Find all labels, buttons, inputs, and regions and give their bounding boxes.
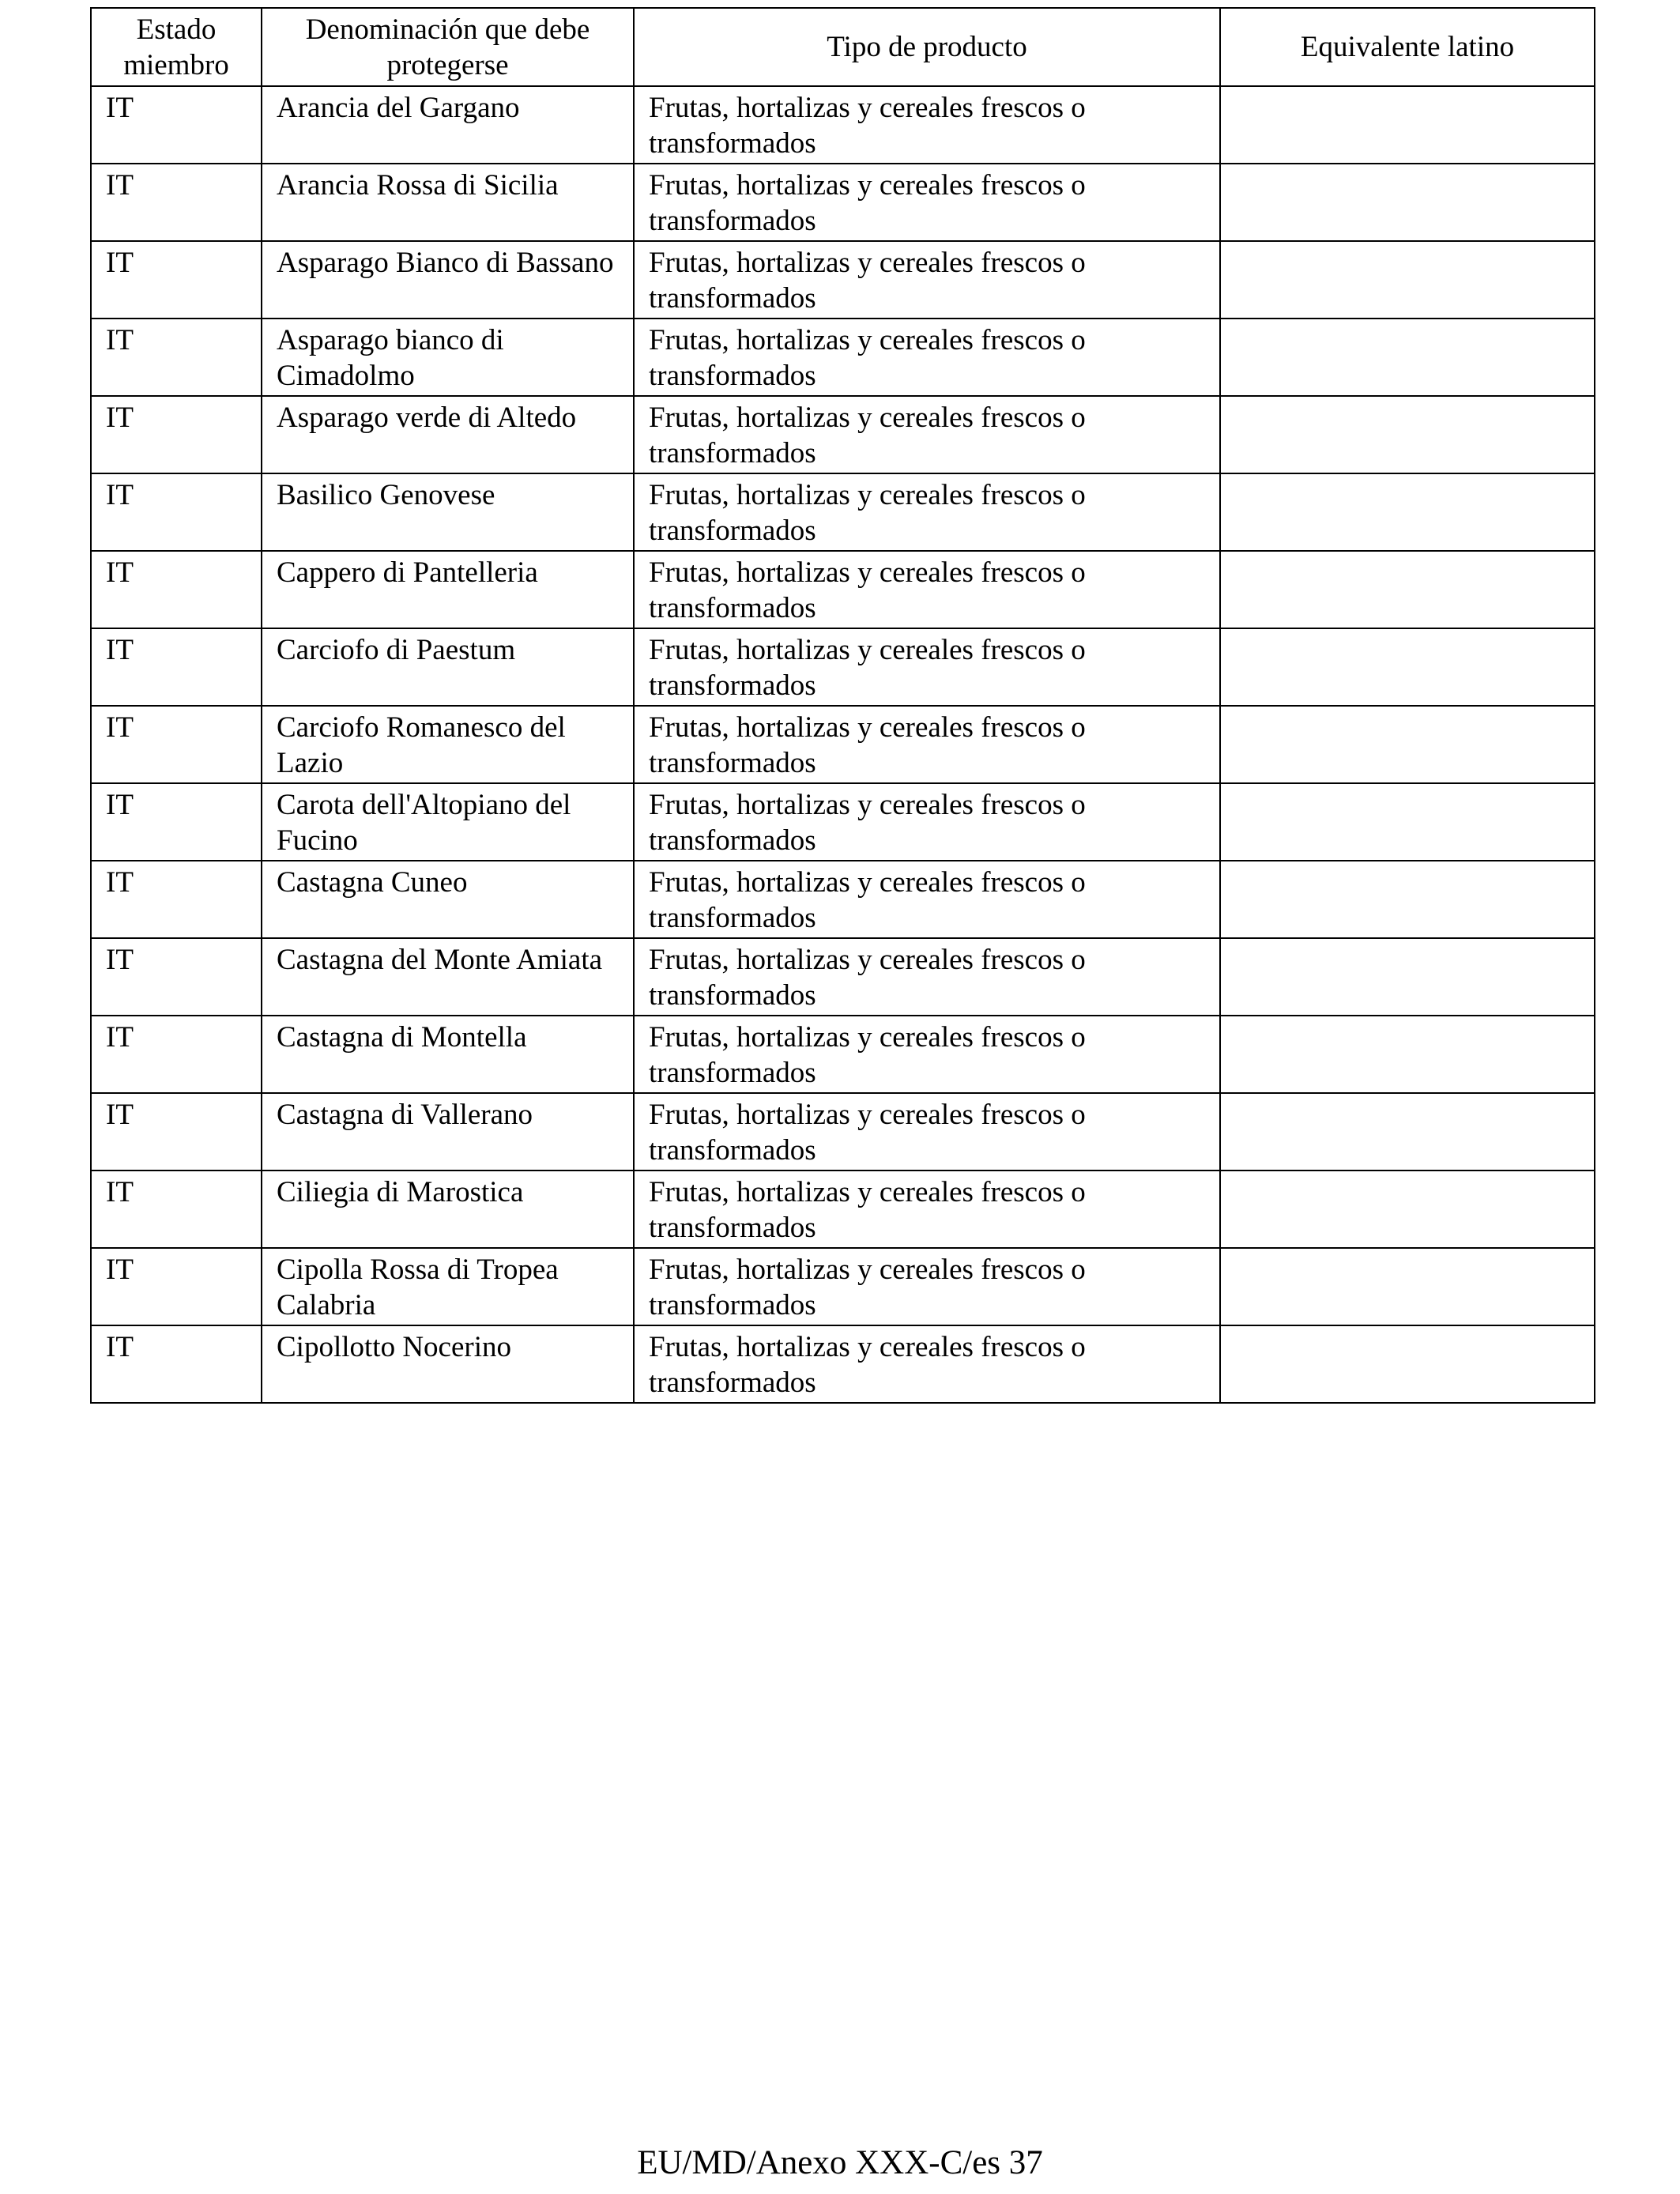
cell-latin-equivalent [1220, 1325, 1595, 1403]
cell-member-state: IT [91, 86, 262, 164]
cell-product-type: Frutas, hortalizas y cereales frescos o transformados [634, 783, 1220, 861]
cell-member-state: IT [91, 783, 262, 861]
cell-product-type: Frutas, hortalizas y cereales frescos o transformados [634, 1171, 1220, 1248]
table-row [91, 861, 1595, 938]
table-row [91, 628, 1595, 706]
cell-member-state: IT [91, 241, 262, 319]
table-row [91, 551, 1595, 628]
cell-member-state: IT [91, 473, 262, 551]
cell-product-type: Frutas, hortalizas y cereales frescos o transformados [634, 1016, 1220, 1093]
cell-latin-equivalent [1220, 319, 1595, 396]
header-latin-equivalent: Equivalente latino [1220, 8, 1595, 86]
table-body [91, 86, 1595, 1403]
table-row [91, 396, 1595, 473]
cell-latin-equivalent [1220, 706, 1595, 783]
table-header [91, 8, 1595, 86]
cell-member-state: IT [91, 396, 262, 473]
cell-protected-name: Castagna di Vallerano [262, 1093, 634, 1171]
cell-product-type: Frutas, hortalizas y cereales frescos o transformados [634, 86, 1220, 164]
table-row [91, 1248, 1595, 1325]
cell-member-state: IT [91, 706, 262, 783]
cell-latin-equivalent [1220, 164, 1595, 241]
page-footer: EU/MD/Anexo XXX-C/es 37 [637, 2144, 1043, 2181]
table-row [91, 86, 1595, 164]
cell-protected-name: Castagna Cuneo [262, 861, 634, 938]
gi-table [90, 7, 1595, 1404]
cell-product-type: Frutas, hortalizas y cereales frescos o transformados [634, 551, 1220, 628]
header-protected-name: Denominación que debe protegerse [262, 8, 634, 86]
cell-product-type: Frutas, hortalizas y cereales frescos o transformados [634, 1093, 1220, 1171]
cell-latin-equivalent [1220, 1016, 1595, 1093]
cell-protected-name: Carciofo di Paestum [262, 628, 634, 706]
cell-protected-name: Ciliegia di Marostica [262, 1171, 634, 1248]
table-row [91, 1325, 1595, 1403]
cell-latin-equivalent [1220, 861, 1595, 938]
cell-latin-equivalent [1220, 1171, 1595, 1248]
table-row [91, 938, 1595, 1016]
cell-latin-equivalent [1220, 1093, 1595, 1171]
table-row [91, 706, 1595, 783]
cell-member-state: IT [91, 164, 262, 241]
cell-protected-name: Basilico Genovese [262, 473, 634, 551]
cell-protected-name: Carciofo Romanesco del Lazio [262, 706, 634, 783]
cell-product-type: Frutas, hortalizas y cereales frescos o transformados [634, 628, 1220, 706]
table-row [91, 1093, 1595, 1171]
cell-member-state: IT [91, 1325, 262, 1403]
cell-protected-name: Asparago Bianco di Bassano [262, 241, 634, 319]
cell-member-state: IT [91, 1093, 262, 1171]
cell-product-type: Frutas, hortalizas y cereales frescos o transformados [634, 473, 1220, 551]
cell-latin-equivalent [1220, 86, 1595, 164]
table-row [91, 1171, 1595, 1248]
cell-member-state: IT [91, 1248, 262, 1325]
cell-latin-equivalent [1220, 1248, 1595, 1325]
cell-member-state: IT [91, 628, 262, 706]
cell-product-type: Frutas, hortalizas y cereales frescos o transformados [634, 241, 1220, 319]
cell-latin-equivalent [1220, 628, 1595, 706]
cell-latin-equivalent [1220, 241, 1595, 319]
cell-member-state: IT [91, 319, 262, 396]
cell-protected-name: Cipollotto Nocerino [262, 1325, 634, 1403]
cell-member-state: IT [91, 938, 262, 1016]
cell-product-type: Frutas, hortalizas y cereales frescos o transformados [634, 938, 1220, 1016]
table-row [91, 1016, 1595, 1093]
cell-product-type: Frutas, hortalizas y cereales frescos o transformados [634, 1248, 1220, 1325]
cell-product-type: Frutas, hortalizas y cereales frescos o transformados [634, 319, 1220, 396]
header-member-state: Estado miembro [91, 8, 262, 86]
cell-latin-equivalent [1220, 473, 1595, 551]
cell-member-state: IT [91, 1171, 262, 1248]
header-product-type: Tipo de producto [634, 8, 1220, 86]
cell-product-type: Frutas, hortalizas y cereales frescos o transformados [634, 706, 1220, 783]
cell-protected-name: Carota dell'Altopiano del Fucino [262, 783, 634, 861]
table-row [91, 473, 1595, 551]
cell-protected-name: Castagna del Monte Amiata [262, 938, 634, 1016]
cell-latin-equivalent [1220, 938, 1595, 1016]
cell-member-state: IT [91, 551, 262, 628]
cell-latin-equivalent [1220, 783, 1595, 861]
cell-product-type: Frutas, hortalizas y cereales frescos o transformados [634, 164, 1220, 241]
cell-member-state: IT [91, 1016, 262, 1093]
table-row [91, 783, 1595, 861]
cell-protected-name: Arancia del Gargano [262, 86, 634, 164]
cell-latin-equivalent [1220, 551, 1595, 628]
cell-protected-name: Cipolla Rossa di Tropea Calabria [262, 1248, 634, 1325]
cell-product-type: Frutas, hortalizas y cereales frescos o transformados [634, 396, 1220, 473]
header-row [91, 8, 1595, 86]
cell-protected-name: Asparago bianco di Cimadolmo [262, 319, 634, 396]
table-row [91, 241, 1595, 319]
table-row [91, 164, 1595, 241]
cell-product-type: Frutas, hortalizas y cereales frescos o transformados [634, 861, 1220, 938]
cell-protected-name: Cappero di Pantelleria [262, 551, 634, 628]
cell-protected-name: Arancia Rossa di Sicilia [262, 164, 634, 241]
cell-protected-name: Castagna di Montella [262, 1016, 634, 1093]
cell-protected-name: Asparago verde di Altedo [262, 396, 634, 473]
cell-latin-equivalent [1220, 396, 1595, 473]
table-row [91, 319, 1595, 396]
cell-product-type: Frutas, hortalizas y cereales frescos o transformados [634, 1325, 1220, 1403]
cell-member-state: IT [91, 861, 262, 938]
